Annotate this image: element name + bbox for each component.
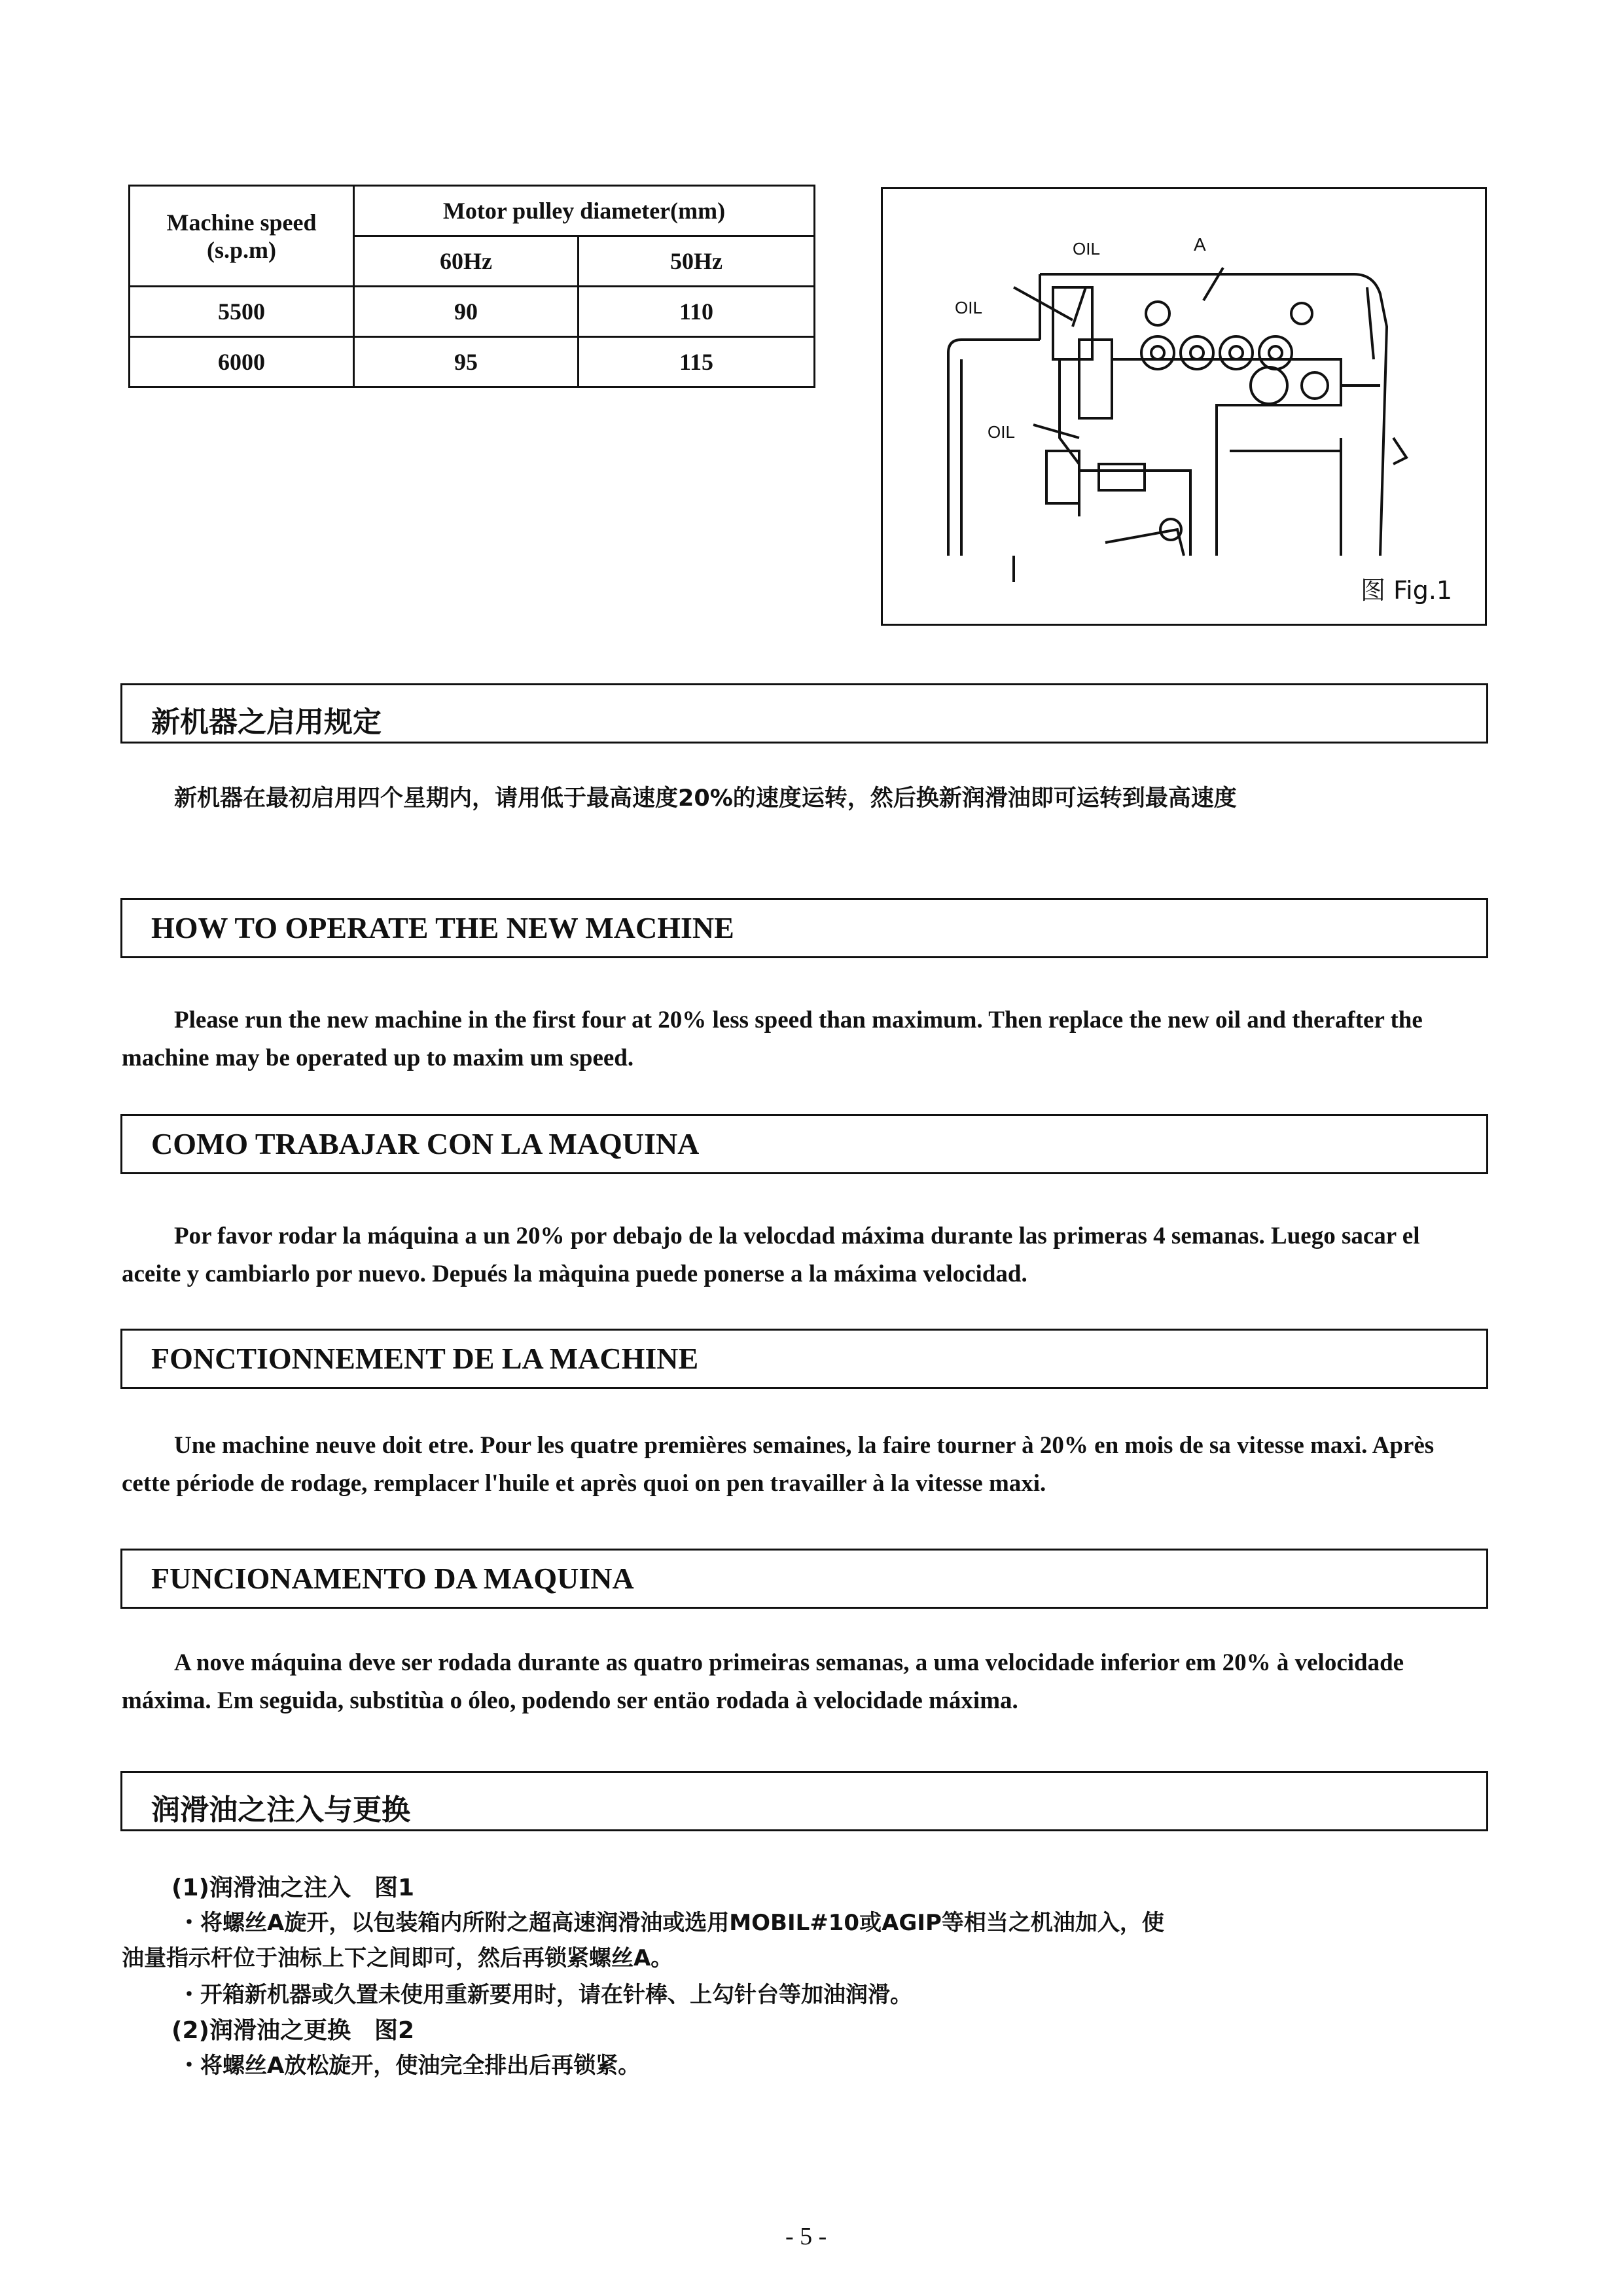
fr-text: Une machine neuve doit etre. Pour les quatre premières semaines, la faire tourner à 20% en mois de sa vitesse maxi. Après cette période de rodage, remplacer l'huile et après quoi on pen travailler à la vitesse maxi. [122, 1432, 1435, 1497]
machine-diagram [883, 189, 1485, 624]
section-es-title [120, 1114, 1488, 1174]
hz60-cell: 95 [354, 337, 579, 387]
pt-title: FUNCIONAMENTO DA MAQUINA [151, 1562, 634, 1595]
table-row [130, 337, 815, 387]
figure-1 [881, 187, 1487, 626]
oil-step1-line2: 油量指示杆位于油标上下之间即可，然后再锁紧螺丝A。 [122, 1945, 673, 1971]
cn-start-text: 新机器在最初启用四个星期内，请用低于最高速度20%的速度运转，然后换新润滑油即可运转到最高速度 [174, 785, 1237, 812]
oil-label-2: OIL [955, 298, 982, 317]
oil-step1-line1: ・将螺丝A旋开，以包装箱内所附之超高速润滑油或选用MOBIL#10或AGIP等相当之机油加入，使 [178, 1910, 1164, 1936]
header-machine-speed: Machine speed [166, 209, 317, 236]
oil-step2-line1: ・将螺丝A放松旋开，使油完全排出后再锁紧。 [178, 2053, 641, 2079]
header-60hz: 60Hz [354, 236, 579, 287]
en-title: HOW TO OPERATE THE NEW MACHINE [151, 911, 734, 944]
cn-oil-title: 润滑油之注入与更换 [151, 1793, 410, 1827]
section-pt-title [120, 1549, 1488, 1609]
table-row [130, 287, 815, 337]
header-machine-speed-cell [130, 186, 354, 287]
hz60-cell: 90 [354, 287, 579, 337]
en-text: Please run the new machine in the first four at 20% less speed than maximum. Then replace the new oil and therafter the machine may be operated up to maxim um speed. [122, 1007, 1423, 1071]
header-motor-pulley: Motor pulley diameter(mm) [354, 186, 815, 236]
oil-label-3: OIL [988, 422, 1015, 442]
fr-title: FONCTIONNEMENT DE LA MACHINE [151, 1342, 699, 1375]
speed-cell: 5500 [130, 287, 354, 337]
pt-text: A nove máquina deve ser rodada durante as quatro primeiras semanas, a uma velocidade inferior em 20% à velocidade máxima. Em seguida, substitùa o óleo, podendo ser entäo rodada à velocidade máxima. [122, 1649, 1404, 1714]
hz50-cell: 110 [579, 287, 815, 337]
es-text: Por favor rodar la máquina a un 20% por debajo de la velocdad máxima durante las primeras 4 semanas. Luego sacar el aceite y cambiarlo por nuevo. Depués la màquina puede ponerse a la máxima velocidad. [122, 1223, 1420, 1287]
section-fr-title [120, 1329, 1488, 1389]
page-number: - 5 - [785, 2223, 827, 2250]
oil-step1-line3: ・开箱新机器或久置未使用重新要用时，请在针棒、上勾针台等加油润滑。 [178, 1982, 912, 2008]
header-50hz: 50Hz [579, 236, 815, 287]
section-en-title [120, 898, 1488, 958]
section-cn-oil-title [120, 1771, 1488, 1831]
oil-label-1: OIL [1073, 239, 1100, 259]
hz50-cell: 115 [579, 337, 815, 387]
header-spm: (s.p.m) [207, 236, 276, 263]
speed-table [128, 185, 815, 388]
oil-step1-heading: (1)润滑油之注入 图1 [171, 1874, 415, 1901]
cn-start-title: 新机器之启用规定 [151, 706, 382, 739]
es-title: COMO TRABAJAR CON LA MAQUINA [151, 1127, 700, 1160]
screw-a-label: A [1194, 234, 1206, 255]
section-cn-start-title [120, 683, 1488, 744]
oil-step2-heading: (2)润滑油之更换 图2 [171, 2017, 415, 2044]
speed-cell: 6000 [130, 337, 354, 387]
figure-caption: 图 Fig.1 [1361, 576, 1453, 605]
